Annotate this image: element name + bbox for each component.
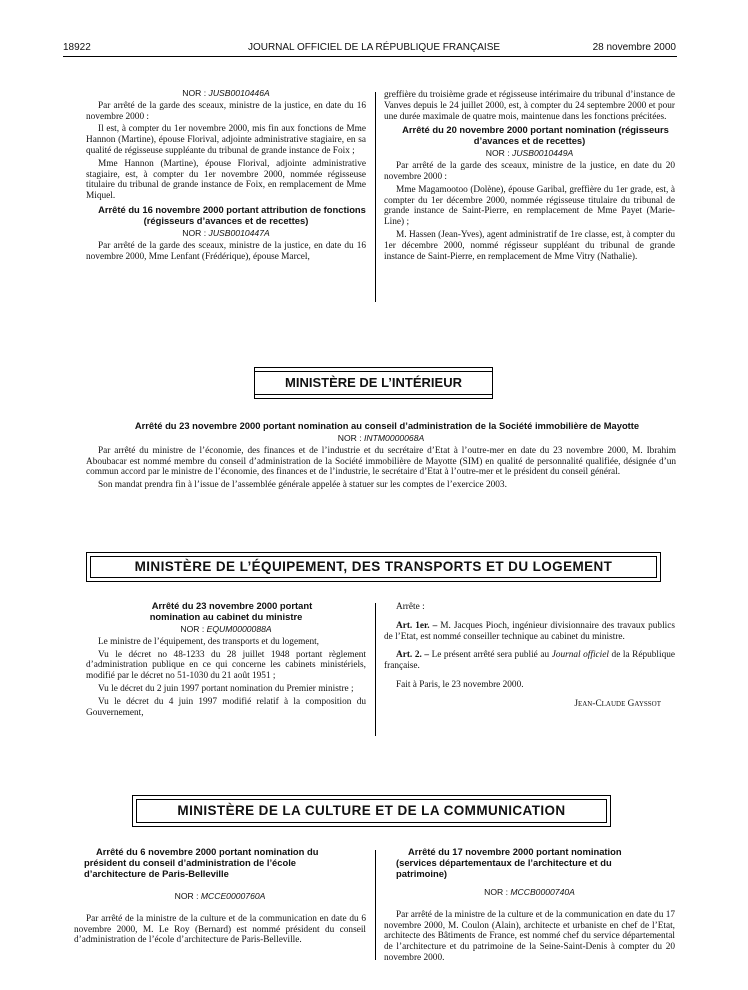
ministry-heading-interieur: MINISTÈRE DE L’INTÉRIEUR: [254, 367, 493, 399]
nor-reference: NOR : MCCB0000740A: [484, 887, 575, 897]
decree-title: Arrêté du 23 novembre 2000 portant nomination au conseil d’administration de la Société immobilière de Mayotte: [134, 420, 640, 431]
paragraph: Vu le décret no 48-1233 du 28 juillet 1948 portant règlement d’administration publique en ce qui concerne les cabinets ministériels, modifié par le décret no 51-1030 du 21 août 1951 ;: [86, 649, 366, 682]
paragraph: Par arrêté de la garde des sceaux, ministre de la justice, en date du 20 novembre 2000 :: [384, 161, 675, 182]
paragraph: Par arrêté de la garde des sceaux, ministre de la justice, en date du 16 novembre 2000 :: [86, 100, 366, 122]
nor-reference: NOR : INTM0000068A: [337, 433, 425, 443]
paragraph: greffière du troisième grade et régisseuse intérimaire du tribunal d’instance de Vanves depuis le 24 juillet 2000, est, à compter du 24 septembre 2000 et pour une durée maximale de quatre mois, maintenue dans les fonctions précitées.: [384, 90, 675, 122]
equipement-right-column: [384, 602, 675, 712]
column-divider: [375, 92, 376, 302]
article-2: Art. 2. – Le présent arrêté sera publié au Journal officiel de la République française.: [384, 650, 676, 672]
ministry-heading-equipement: MINISTÈRE DE L’ÉQUIPEMENT, DES TRANSPORTS ET DU LOGEMENT: [86, 552, 661, 582]
paragraph: Son mandat prendra fin à l’issue de l’assemblée générale appelée à statuer sur les comptes de l’exercice 2003.: [98, 480, 507, 491]
nor-reference: NOR : JUSB0010446A: [182, 88, 270, 98]
decree-title: Arrêté du 17 novembre 2000 portant nomination (services départementaux de l’architecture et du patrimoine): [396, 846, 622, 879]
ministry-heading-culture: MINISTÈRE DE LA CULTURE ET DE LA COMMUNICATION: [132, 795, 611, 827]
arrete-label: Arrête :: [396, 602, 425, 612]
header-rule: [63, 56, 677, 57]
nor-reference: NOR : JUSB0010447A: [182, 227, 270, 238]
culture-right-column: [384, 846, 675, 966]
page-number: 18922: [63, 42, 91, 53]
paragraph: Vu le décret du 2 juin 1997 portant nomination du Premier ministre ;: [98, 683, 354, 694]
decree-title: Arrêté du 16 novembre 2000 portant attribution de fonctions (régisseurs d’avances et de recettes): [98, 203, 366, 226]
paragraph: Il est, à compter du 1er novembre 2000, mis fin aux fonctions de Mme Hannon (Martine), épouse Florival, adjointe administrative stagiaire, en sa qualité de régisseuse suppléante du tribunal de grande instance de Foix ;: [86, 124, 366, 156]
justice-right-column: [384, 90, 675, 264]
header-date: 28 novembre 2000: [592, 42, 676, 53]
nor-reference: NOR : EQUM0000088A: [180, 624, 272, 634]
paragraph: Mme Magamootoo (Dolène), épouse Garibal, greffière du 1er grade, est, à compter du 1er décembre 2000, nommée régisseuse titulaire du tribunal de grande instance de Saint-Pierre, en remplacement de Mme Payet (Marie-Line) ;: [384, 184, 675, 228]
column-divider: [375, 850, 376, 960]
journal-title: JOURNAL OFFICIEL DE LA RÉPUBLIQUE FRANÇAISE: [247, 42, 501, 53]
justice-left-column: [86, 88, 366, 264]
paragraph: Par arrêté de la ministre de la culture et de la communication en date du 6 novembre 2000, M. Le Roy (Bernard) est nommé président du conseil d’administration de l’école d’architecture de Paris-Belleville.: [74, 913, 366, 946]
paragraph: Mme Hannon (Martine), épouse Florival, adjointe administrative stagiaire, est, à compter du 1er novembre 2000, nommée régisseuse titulaire du tribunal de grande instance de Foix, en remplacement de Mme Miquel.: [86, 158, 366, 202]
decree-title: Arrêté du 6 novembre 2000 portant nomination du président du conseil d’administration de l’école d’architecture de Paris-Belleville: [84, 846, 319, 879]
decree-title: Arrêté du 23 novembre 2000 portant nomination au cabinet du ministre: [149, 600, 313, 622]
equipement-left-column: [86, 600, 366, 720]
culture-left-column: [74, 846, 366, 948]
decree-title: Arrêté du 20 novembre 2000 portant nomination (régisseurs d’avances et de recettes): [402, 124, 669, 147]
date-line: Fait à Paris, le 23 novembre 2000.: [396, 679, 524, 690]
article-1: Art. 1er. – M. Jacques Pioch, ingénieur divisionnaire des travaux publics de l’Etat, est nommé conseiller technique au cabinet du ministre.: [384, 620, 675, 642]
column-divider: [375, 603, 376, 736]
paragraph: Le ministre de l’équipement, des transports et du logement,: [98, 636, 320, 647]
nor-reference: NOR : MCCE0000760A: [174, 891, 266, 901]
paragraph: Par arrêté de la garde des sceaux, ministre de la justice, en date du 16 novembre 2000, Mme Lenfant (Frédérique), épouse Marcel,: [86, 240, 366, 262]
paragraph: Vu le décret du 4 juin 1997 modifié relatif à la composition du Gouvernement,: [86, 696, 366, 718]
interieur-section: [86, 420, 676, 493]
paragraph: Par arrêté du ministre de l’économie, des finances et de l’industrie et du secrétaire d’Etat à l’outre-mer en date du 23 novembre 2000, M. Ibrahim Aboubacar est nommé membre du conseil d’administration de la Société immobilière de Mayotte (SIM) en qualité de personnalité qualifiée, désignée d’un commun accord par le ministre de l’économie, des finances et de l’industrie, le secrétaire d’Etat à l’outre-mer et le président du conseil général.: [86, 445, 676, 478]
paragraph: M. Hassen (Jean-Yves), agent administratif de 1re classe, est, à compter du 1er décembre 2000, nommé régisseur suppléant du tribunal de grande instance de Saint-Pierre, en remplacement de Mme Vitry (Nathalie).: [384, 229, 675, 262]
nor-reference: NOR : JUSB0010449A: [485, 148, 574, 159]
signature: Jean-Claude Gayssot: [574, 698, 661, 709]
paragraph: Par arrêté de la ministre de la culture et de la communication en date du 17 novembre 2000, M. Coulon (Alain), architecte et urbaniste en chef de l’Etat, architecte des Bâtiments de France, est nommé chef du service départemental de l’architecture et du patrimoine de la Seine-Saint-Denis à compter du 20 novembre 2000.: [384, 909, 675, 963]
